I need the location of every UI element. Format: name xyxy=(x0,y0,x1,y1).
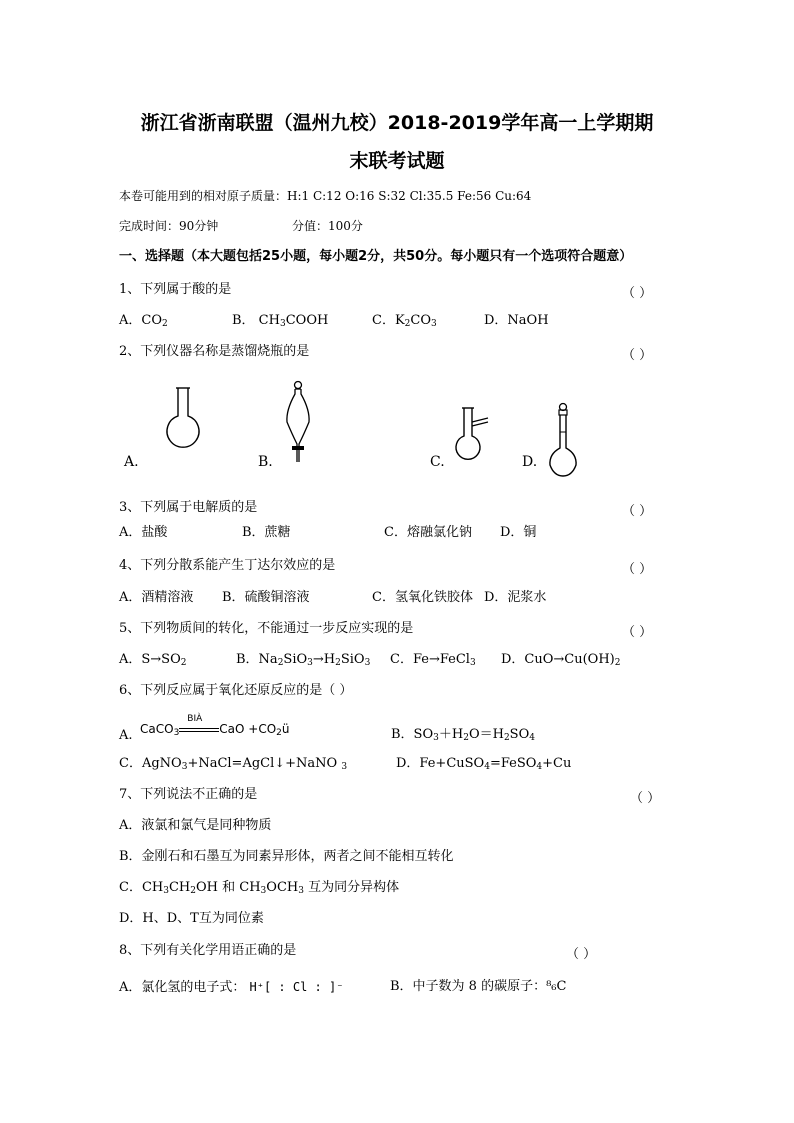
answer-paren: （ ） xyxy=(622,286,653,301)
answer-paren: （ ） xyxy=(622,625,653,640)
q7-option-c: C．$CH_3CH_2OH$ 和 $CH_3OCH_3$ 互为同分异构体 xyxy=(119,880,400,896)
q3-option-d: D．铜 xyxy=(500,525,537,540)
q2-label-b: B. xyxy=(258,454,273,470)
volumetric-flask-icon xyxy=(546,402,580,482)
answer-paren: （ ） xyxy=(566,947,597,962)
q1-option-a: A．$CO_2$ xyxy=(119,313,168,329)
q5-option-a: A．$S\to SO_2$ xyxy=(119,652,187,668)
answer-paren: （ ） xyxy=(630,791,661,806)
q7-option-b: B．金刚石和石墨互为同素异形体，两者之间不能相互转化 xyxy=(119,849,454,864)
q2-label-c: C. xyxy=(430,454,445,470)
question-6-stem: 6、下列反应属于氧化还原反应的是（ ） xyxy=(119,683,353,698)
q1-option-b: B． $CH_3COOH$ xyxy=(232,313,329,329)
q6-option-c: C．AgNO$_3$+NaCl=AgCl↓+NaNO $_3$ xyxy=(119,756,348,772)
distilling-flask-icon xyxy=(452,406,492,468)
q4-option-c: C．氢氧化铁胶体 xyxy=(372,590,473,605)
q4-option-d: D．泥浆水 xyxy=(484,590,547,605)
exam-time: 完成时间：90分钟 xyxy=(119,219,219,233)
question-8-stem: 8、下列有关化学用语正确的是 xyxy=(119,943,297,958)
q1-option-d: D．NaOH xyxy=(484,313,549,328)
q3-option-b: B．蔗糖 xyxy=(242,525,291,540)
question-7-stem: 7、下列说法不正确的是 xyxy=(119,787,258,802)
answer-paren: （ ） xyxy=(622,348,653,363)
q6-option-a-equation: CaCO$_3$ BIÀ CaO $+CO_2ü$ xyxy=(140,714,290,738)
answer-paren: （ ） xyxy=(622,562,653,577)
question-1-stem: 1、下列属于酸的是 xyxy=(119,282,232,297)
question-5-stem: 5、下列物质间的转化，不能通过一步反应实现的是 xyxy=(119,621,414,636)
separatory-funnel-icon xyxy=(282,380,316,470)
exam-score: 分值：100分 xyxy=(292,219,363,233)
round-bottom-flask-icon xyxy=(160,386,206,456)
q8-option-a: A．氯化氢的电子式： H⁺[ : Cl : ]⁻ xyxy=(119,980,344,995)
q3-option-a: A．盐酸 xyxy=(119,525,168,540)
q6-option-a-label: A. xyxy=(119,728,133,743)
page-title-line1: 浙江省浙南联盟（温州九校）2018-2019学年高一上学期期 xyxy=(140,112,654,134)
atomic-mass-note: 本卷可能用到的相对原子质量：H:1 C:12 O:16 S:32 Cl:35.5 Fe:56 Cu:64 xyxy=(119,189,532,203)
q5-option-c: C．Fe→FeCl$_3$ xyxy=(390,652,476,668)
q6-option-d: D．Fe+CuSO$_4$=FeSO$_4$+Cu xyxy=(396,756,572,772)
page-title-line2: 末联考试题 xyxy=(349,150,445,172)
section-heading: 一、选择题（本大题包括25小题，每小题2分，共50分。每小题只有一个选项符合题意） xyxy=(119,249,633,264)
answer-paren: （ ） xyxy=(622,504,653,519)
question-2-stem: 2、下列仪器名称是蒸馏烧瓶的是 xyxy=(119,344,310,359)
q5-option-d: D．$CuO\to Cu(OH)_2$ xyxy=(501,652,621,668)
question-4-stem: 4、下列分散系能产生丁达尔效应的是 xyxy=(119,558,336,573)
question-3-stem: 3、下列属于电解质的是 xyxy=(119,500,258,515)
q8-option-b: B．中子数为 8 的碳原子：⁸₆C xyxy=(390,979,567,994)
q3-option-c: C．熔融氯化钠 xyxy=(384,525,472,540)
q2-label-a: A. xyxy=(124,454,139,470)
q7-option-a: A．液氯和氯气是同种物质 xyxy=(119,818,272,833)
q1-option-c: C．$K_2CO_3$ xyxy=(372,313,437,329)
q7-option-d: D．H、D、T互为同位素 xyxy=(119,911,264,926)
q4-option-a: A．酒精溶液 xyxy=(119,590,194,605)
q6-option-b: B．$SO_3+H_2O=H_2SO_4$ xyxy=(391,727,535,743)
q4-option-b: B．硫酸铜溶液 xyxy=(222,590,310,605)
q2-label-d: D. xyxy=(522,454,538,470)
q5-option-b: B．$Na_2SiO_3\to H_2SiO_3$ xyxy=(236,652,371,668)
